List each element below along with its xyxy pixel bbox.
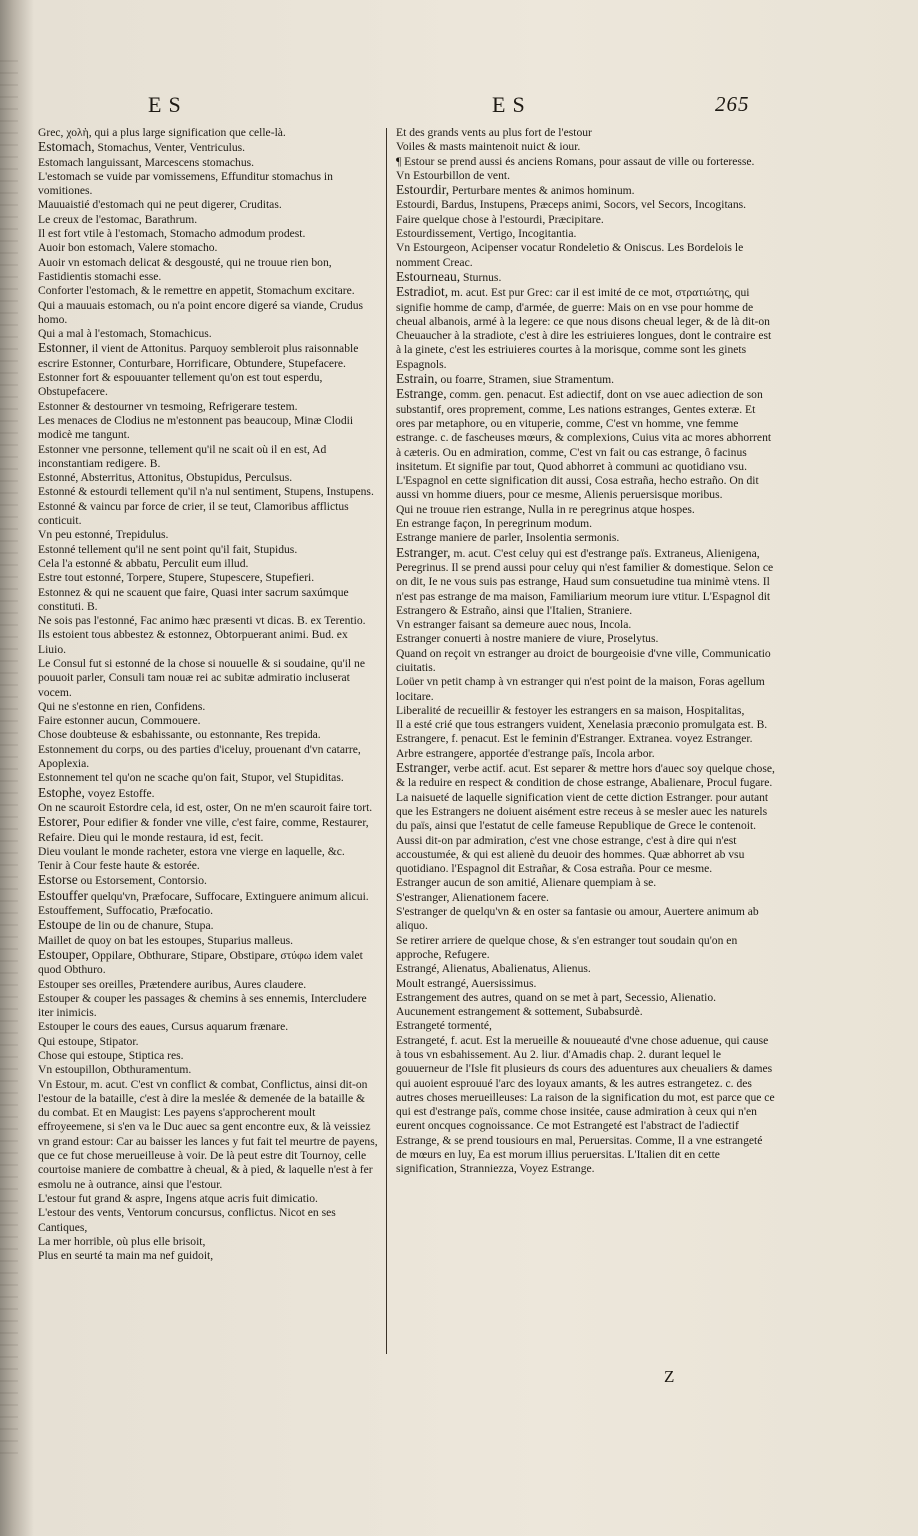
dictionary-entry <box>38 771 378 785</box>
dictionary-entry <box>38 299 378 328</box>
entry-text: Estonnement du corps, ou des parties d'iceluy, prouenant d'vn catarre, Apoplexia. <box>38 742 361 771</box>
entry-headword: Estradiot, <box>396 284 449 300</box>
dictionary-entry <box>38 485 378 499</box>
dictionary-entry <box>38 628 378 657</box>
dictionary-entry <box>396 1005 776 1019</box>
entry-text: Et des grands vents au plus fort de l'estour <box>396 126 592 139</box>
entry-text: Conforter l'estomach, & le remettre en appetit, Stomachum excitare. <box>38 284 355 298</box>
dictionary-entry <box>396 962 776 976</box>
entry-text: Estouffement, Suffocatio, Præfocatio. <box>38 904 214 918</box>
dictionary-entry <box>396 732 776 746</box>
entry-text: Moult estrangé, Auersissimus. <box>396 976 537 990</box>
entry-text: Estrangement des autres, quand on se met à part, Secessio, Alienatio. <box>396 990 717 1004</box>
entry-headword: Estourdir, <box>396 182 450 198</box>
entry-text: Estonné tellement qu'il ne sent point qu'il fait, Stupidus. <box>38 542 298 556</box>
dictionary-entry <box>38 327 378 341</box>
entry-text: L'estomach se vuide par vomissemens, Effunditur stomachus in vomitiones. <box>38 169 333 198</box>
entry-headword: Estourneau, <box>396 268 461 284</box>
entry-text: Il est fort vtile à l'estomach, Stomacho admodum prodest. <box>38 227 306 241</box>
entry-headword: Estrain, <box>396 371 438 387</box>
entry-text: Perturbare mentes & animos hominum. <box>451 184 635 198</box>
dictionary-entry <box>396 198 776 212</box>
entry-text: Le Consul fut si estonné de la chose si nouuelle & si soudaine, qu'il ne pouuoit parler, Consuli tam nouæ rei ac subitæ admiratio incluserat vocem. <box>38 656 365 699</box>
dictionary-entry <box>38 614 378 628</box>
entry-text: Estre tout estonné, Torpere, Stupere, Stupescere, Stupefieri. <box>38 571 315 585</box>
entry-text: Plus en seurté ta main ma nef guidoit, <box>38 1249 214 1263</box>
dictionary-entry <box>396 372 776 387</box>
dictionary-entry <box>38 934 378 948</box>
entry-text: comm. gen. penacut. Est adiectif, dont on vse auec adiection de son substantif, ores proprement, comme, Les nations estranges, Gentes exteræ. Et ores par metaphore, ou en vituperie, comme, C'est vn homme, vne femme estrange. c. de fascheuses mœurs, & complexions, Cuius vita ac mores abhorrent à cæteris. Ou en admiration, comme, C'est vn fait ou cas estrange, ô facinus insitetum. Et signifie par tout, Quod abhorret à communi ac quotidiano vsu. L'Espagnol en cette signification dit aussi, Cosa estraña, hecho estraño. On dit aussi vn homme diuers, pour ce mesme, Alienis peruersisque moribus. <box>396 388 772 502</box>
entry-text: Chose doubteuse & esbahissante, ou estonnante, Res trepida. <box>38 728 321 742</box>
entry-text: S'estranger de quelqu'vn & en oster sa fantasie ou amour, Auertere animum ab aliquo. <box>396 905 759 933</box>
entry-text: ou foarre, Stramen, siue Stramentum. <box>440 373 615 387</box>
entry-text: Stomachus, Venter, Ventriculus. <box>97 141 246 155</box>
entry-text: Quand on reçoit vn estranger au droict de bourgeoisie d'vne ville, Communicatio ciuitatis. <box>396 646 771 674</box>
entry-text: Vn Estour, m. acut. C'est vn conflict & combat, Conflictus, ainsi dit-on l'estour de la bataille, c'est à dire la meslée & demenée de la bataille & du combat. Et en Maugist: Les payens s'approcherent moult effroyeemene, si s'en va le Duc auec sa gent encontre eux, & là veissiez vn grand estour: Car au baisser les lances y fut fait tel meurtre de payens, que ce fut chose merueilleuse à voir. De là peut estre dit Tournoy, celle courtoise maniere de combattre à cheual, & à pied, & laquelle n'est à fer esmolu ne à outrance, ainsi que l'estour. <box>38 1077 378 1191</box>
dictionary-entry <box>38 371 378 400</box>
dictionary-entry <box>38 728 378 742</box>
dictionary-entry <box>38 284 378 298</box>
entry-text: Qui ne s'estonne en rien, Confidens. <box>38 699 206 713</box>
entry-text: Se retirer arriere de quelque chose, & s'en estranger tout soudain qu'on en approche, Refugere. <box>396 933 738 961</box>
entry-text: Loüer vn petit champ à vn estranger qui n'est point de la maison, Foras agellum locitare. <box>396 675 765 703</box>
dictionary-entry <box>38 859 378 873</box>
entry-text: Auoir bon estomach, Valere stomacho. <box>38 241 218 255</box>
right-column <box>396 126 776 1177</box>
dictionary-entry <box>396 1034 776 1177</box>
entry-headword: Estouper, <box>38 946 89 962</box>
entry-text: Les menaces de Clodius ne m'estonnent pas beaucoup, Minæ Clodii modicè me tangunt. <box>38 413 354 442</box>
dictionary-entry <box>396 718 776 732</box>
dictionary-entry <box>38 1235 378 1249</box>
dictionary-entry <box>38 443 378 472</box>
dictionary-entry <box>396 905 776 934</box>
column-divider <box>386 128 387 1354</box>
dictionary-entry <box>396 618 776 632</box>
dictionary-entry <box>38 341 378 371</box>
dictionary-entry <box>396 227 776 241</box>
entry-text: En estrange façon, In peregrinum modum. <box>396 517 593 531</box>
dictionary-entry <box>38 743 378 772</box>
dictionary-entry <box>38 801 378 815</box>
entry-text: Estonner vne personne, tellement qu'il ne scait où il en est, Ad inconstantiam redigere. B. <box>38 442 327 470</box>
entry-headword: Estonner, <box>38 340 89 356</box>
entry-text: Mauuaistié d'estomach qui ne peut digerer, Cruditas. <box>38 198 282 212</box>
entry-text: Aucunement estrangement & sottement, Subabsurdè. <box>396 1005 643 1019</box>
dictionary-entry <box>38 1078 378 1192</box>
dictionary-entry <box>38 1063 378 1077</box>
dictionary-entry <box>38 400 378 414</box>
dictionary-entry <box>396 647 776 676</box>
entry-text: Estonner fort & espouuanter tellement qu'on est tout esperdu, Obstupefacere. <box>38 371 323 399</box>
entry-text: Cela l'a estonné & abbatu, Perculit eum illud. <box>38 556 249 570</box>
entry-text: quelqu'vn, Præfocare, Suffocare, Extinguere animum alicui. <box>90 889 369 903</box>
entry-headword: Estoupe <box>38 917 82 933</box>
dictionary-entry <box>396 761 776 876</box>
entry-text: Qui ne trouue rien estrange, Nulla in re peregrinus atque hospes. <box>396 502 695 516</box>
dictionary-entry <box>38 126 378 140</box>
entry-text: de lin ou de chanure, Stupa. <box>84 919 214 933</box>
entry-text: Vn peu estonné, Trepidulus. <box>38 528 169 542</box>
dictionary-entry <box>38 543 378 557</box>
entry-text: Liberalité de recueillir & festoyer les estrangers en sa maison, Hospitalitas, <box>396 703 745 717</box>
entry-text: Estrangé, Alienatus, Abalienatus, Alienus. <box>396 962 591 976</box>
entry-text: Dieu voulant le monde racheter, estora vne vierge en laquelle, &c. <box>38 844 345 858</box>
entry-text: Estrangeté tormenté, <box>396 1019 492 1033</box>
dictionary-entry <box>38 845 378 859</box>
entry-text: Tenir à Cour feste haute & estorée. <box>38 859 200 873</box>
header-right: ES <box>492 92 532 117</box>
entry-text: Estomach languissant, Marcescens stomachus. <box>38 155 255 169</box>
dictionary-entry <box>396 531 776 545</box>
dictionary-entry <box>38 873 378 888</box>
entry-text: Arbre estrangere, apportée d'estrange païs, Incola arbor. <box>396 746 655 760</box>
entry-headword: Estouffer <box>38 887 88 903</box>
entry-text: Estouper le cours des eaues, Cursus aquarum frænare. <box>38 1020 289 1034</box>
entry-text: Vn Estourbillon de vent. <box>396 168 510 182</box>
entry-text: Qui estoupe, Stipator. <box>38 1034 139 1048</box>
dictionary-entry <box>396 155 776 169</box>
entry-text: Vn Estourgeon, Acipenser vocatur Rondeletio & Oniscus. Les Bordelois le nomment Creac. <box>396 241 744 269</box>
entry-text: Estouper & couper les passages & chemins à ses ennemis, Intercludere iter inimicis. <box>38 991 367 1020</box>
entry-text: Faire quelque chose à l'estourdi, Præcipitare. <box>396 212 604 226</box>
dictionary-entry <box>396 991 776 1005</box>
entry-text: Faire estonner aucun, Commouere. <box>38 714 201 728</box>
dictionary-entry <box>396 546 776 618</box>
entry-text: ou Estorsement, Contorsio. <box>80 874 207 888</box>
entry-text: Estrangere, f. penacut. Est le feminin d'Estranger. Extranea. voyez Estranger. <box>396 732 753 746</box>
entry-text: Estonné, Absterritus, Attonitus, Obstupidus, Perculsus. <box>38 471 293 485</box>
dictionary-entry <box>396 747 776 761</box>
entry-text: Qui a mauuais estomach, ou n'a point encore digeré sa viande, Crudus homo. <box>38 298 364 326</box>
entry-text: Estonnement tel qu'on ne scache qu'on fait, Stupor, vel Stupiditas. <box>38 771 344 785</box>
dictionary-entry <box>396 934 776 963</box>
dictionary-entry <box>38 992 378 1021</box>
entry-text: Vn estranger faisant sa demeure auec nous, Incola. <box>396 618 632 632</box>
entry-text: Pour edifier & fonder vne ville, c'est faire, comme, Restaurer, Refaire. Dieu qui le monde restaura, id est, fecit. <box>38 816 369 844</box>
entry-text: ¶ Estour se prend aussi és anciens Romans, pour assaut de ville ou forteresse. <box>396 154 755 168</box>
entry-headword: Estranger, <box>396 760 451 776</box>
entry-text: Auoir vn estomach delicat & desgousté, qui ne trouue rien bon, Fastidientis stomachi esse. <box>38 255 332 283</box>
entry-text: m. acut. C'est celuy qui est d'estrange païs. Extraneus, Alienigena, Peregrinus. Il se prend aussi pour celuy qui n'est familier & domestique. Selon ce on dit, Ie ne vous suis pas estrange, Haud sum consuetudine tua minimè vtens. Il n'est pas estrange de ma maison, Familiarium meorum iure vtitur. L'Espagnol dit Estrangero & Estraño, ainsi que l'Italien, Straniere. <box>396 546 774 617</box>
dictionary-entry <box>38 1192 378 1206</box>
entry-text: Le creux de l'estomac, Barathrum. <box>38 212 198 226</box>
entry-text: La mer horrible, où plus elle brisoit, <box>38 1234 206 1248</box>
dictionary-entry <box>396 241 776 270</box>
entry-text: On ne scauroit Estordre cela, id est, oster, On ne m'en scauroit faire tort. <box>38 800 373 814</box>
entry-text: Qui a mal à l'estomach, Stomachicus. <box>38 327 212 341</box>
dictionary-entry <box>38 140 378 155</box>
left-column <box>38 126 378 1263</box>
entry-text: L'estour fut grand & aspre, Ingens atque acris fuit dimicatio. <box>38 1191 318 1205</box>
dictionary-entry <box>38 889 378 904</box>
dictionary-entry <box>38 815 378 845</box>
previous-page-edge <box>0 60 18 1460</box>
dictionary-entry <box>38 714 378 728</box>
dictionary-entry <box>396 704 776 718</box>
dictionary-entry <box>38 1249 378 1263</box>
entry-headword: Estomach, <box>38 139 95 155</box>
page-number: 265 <box>715 92 750 116</box>
entry-text: Ils estoient tous abbestez & estonnez, Obtorpuerant animi. Bud. ex Liuio. <box>38 628 348 656</box>
entry-text: Ne sois pas l'estonné, Fac animo hæc præsenti vt dicas. B. ex Terentio. <box>38 614 366 628</box>
entry-text: Oppilare, Obthurare, Stipare, Obstipare, στύφω idem valet quod Obthuro. <box>38 948 363 977</box>
entry-text: Chose qui estoupe, Stiptica res. <box>38 1049 184 1062</box>
dictionary-entry <box>38 500 378 529</box>
dictionary-entry <box>38 471 378 485</box>
dictionary-entry <box>38 256 378 285</box>
dictionary-entry <box>396 387 776 502</box>
entry-text: voyez Estoffe. <box>87 786 155 800</box>
entry-headword: Estophe, <box>38 784 85 800</box>
entry-headword: Estranger, <box>396 544 451 560</box>
entry-text: Grec, χολὴ, qui a plus large signification que celle-là. <box>38 126 286 139</box>
dictionary-entry <box>38 241 378 255</box>
dictionary-entry <box>38 948 378 978</box>
dictionary-entry <box>396 517 776 531</box>
entry-text: Estonné & estourdi tellement qu'il n'a nul sentiment, Stupens, Instupens. <box>38 485 374 499</box>
entry-text: Estranger conuerti à nostre maniere de viure, Proselytus. <box>396 632 659 646</box>
dictionary-entry <box>396 503 776 517</box>
dictionary-entry <box>38 528 378 542</box>
entry-text: L'estour des vents, Ventorum concursus, conflictus. Nicot en ses Cantiques, <box>38 1206 336 1234</box>
entry-text: Estourdissement, Vertigo, Incogitantia. <box>396 227 577 241</box>
entry-text: il vient de Attonitus. Parquoy sembleroit plus raisonnable escrire Estonner, Conturbare, Horrificare, Obtundere, Stupefacere. <box>38 342 359 370</box>
entry-text: m. acut. Est pur Grec: car il est imité de ce mot, στρατιώτης, qui signifie homme de camp, d'armée, de guerre: Mais on en vse pour homme de cheual albanois, armé à la legere: ce que nous disons cheual leger, & de là dit-on Cheuaucher à la stradiote, c'est à dire les estriuieres longues, dont le contraire est à la ginete, c'est les estriuieres courtes à la morisque, comme sont les ginets Espagnols. <box>396 286 772 371</box>
dictionary-entry <box>38 700 378 714</box>
dictionary-entry <box>396 977 776 991</box>
entry-text: Sturnus. <box>463 270 502 284</box>
dictionary-entry <box>38 918 378 933</box>
entry-text: S'estranger, Alienationem facere. <box>396 890 549 904</box>
dictionary-entry <box>396 183 776 198</box>
catchword: Z <box>664 1367 675 1386</box>
entry-headword: Estrange, <box>396 386 447 402</box>
dictionary-entry <box>396 213 776 227</box>
entry-text: Estrangeté, f. acut. Est la merueille & nouueauté d'vne chose aduenue, qui cause à tous vn esbahissement. Au 2. liur. d'Amadis chap. 2. durant lequel le gouuerneur de l'Isle fit plusieurs ds cours des aduentures aux cheualiers & dames qui auoient esprouué l'arc des loyaux amants, & les autres estrangetez. c. des autres choses merueilleuses: La raison de la signification du mot, est parce que ce qui est d'estrange païs, comme chose insitée, cause admiration à ceux qui n'en eurent oncques cognoissance. Ce mot Estrangeté est l'abstract de l'adiectif Estrange, & se prend tousiours en mal, Peruersitas. Comme, Il a vne estrangeté de mœurs en luy, Ea est morum illius peruersitas. L'Italien dit en cette signification, Stranniezza, Voyez Estrange. <box>396 1033 775 1176</box>
entry-text: Il a esté crié que tous estrangers vuident, Xenelasia præconio promulgata est. B. <box>396 718 768 732</box>
dictionary-entry <box>396 675 776 704</box>
dictionary-entry <box>396 140 776 154</box>
dictionary-entry <box>38 213 378 227</box>
entry-text: Maillet de quoy on bat les estoupes, Stuparius malleus. <box>38 933 294 947</box>
dictionary-entry <box>38 978 378 992</box>
dictionary-entry <box>38 227 378 241</box>
dictionary-entry <box>38 786 378 801</box>
entry-headword: Estorse <box>38 872 78 888</box>
dictionary-entry <box>38 198 378 212</box>
dictionary-entry <box>38 156 378 170</box>
dictionary-entry <box>38 657 378 700</box>
entry-text: Voiles & masts maintenoit nuict & iour. <box>396 140 581 154</box>
dictionary-entry <box>396 876 776 890</box>
entry-text: Estonner & destourner vn tesmoing, Refrigerare testem. <box>38 399 298 413</box>
entry-text: Estourdi, Bardus, Instupens, Præceps animi, Socors, vel Secors, Incogitans. <box>396 198 747 212</box>
header-left: ES <box>148 92 188 117</box>
dictionary-entry <box>396 270 776 285</box>
dictionary-entry <box>38 557 378 571</box>
dictionary-entry <box>38 414 378 443</box>
dictionary-entry <box>38 1049 378 1063</box>
dictionary-entry <box>396 891 776 905</box>
dictionary-entry <box>396 1019 776 1033</box>
dictionary-entry <box>38 586 378 615</box>
entry-text: Estranger aucun de son amitié, Alienare quempiam à se. <box>396 876 657 890</box>
entry-text: Estouper ses oreilles, Prætendere auribus, Aures claudere. <box>38 977 307 991</box>
dictionary-entry <box>396 632 776 646</box>
dictionary-entry <box>396 169 776 183</box>
dictionary-entry <box>38 571 378 585</box>
dictionary-entry <box>38 904 378 918</box>
entry-text: Estonné & vaincu par force de crier, il se teut, Clamoribus afflictus conticuit. <box>38 499 349 528</box>
dictionary-entry <box>38 1206 378 1235</box>
dictionary-entry <box>396 126 776 140</box>
entry-text: Estonnez & qui ne scauent que faire, Quasi inter sacrum saxúmque constituti. B. <box>38 585 349 613</box>
running-header <box>0 92 918 122</box>
entry-text: verbe actif. acut. Est separer & mettre hors d'auec soy quelque chose, & la reduire en respect & condition de chose estrange, Abalienare, Procul fugare. La naisueté de laquelle signification vient de cette diction Estranger. pour autant que les Estrangers ne doiuent aisément estre receus à se mesler auec les naturels du païs, ainsi que l'estatut de celle fameuse Republique de Grece le contenoit. Aussi dit-on par admiration, c'est vne chose estrange, c'est à dire qui n'est accoustumée, & qui est alienè du deuoir des hommes. Quæ abhorret ab vsu quotidiano. l'Espagnol dit Estrañar, & Cosa estraña. Pour ce mesme. <box>396 762 775 876</box>
dictionary-entry <box>38 1035 378 1049</box>
entry-text: Vn estoupillon, Obthuramentum. <box>38 1063 192 1077</box>
dictionary-entry <box>38 1020 378 1034</box>
dictionary-entry <box>396 285 776 372</box>
dictionary-entry <box>38 170 378 199</box>
entry-text: Estrange maniere de parler, Insolentia sermonis. <box>396 531 620 545</box>
entry-headword: Estorer, <box>38 814 80 830</box>
